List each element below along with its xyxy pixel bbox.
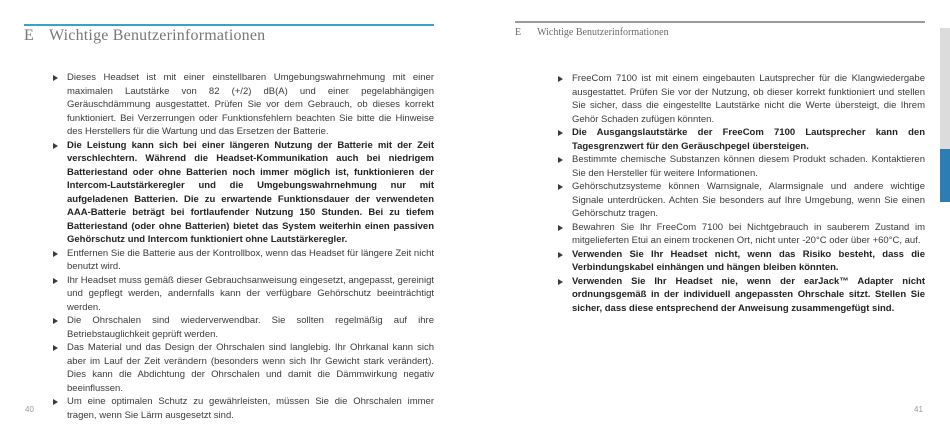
bullet-item (50, 139, 434, 247)
bullet-text: Verwenden Sie Ihr Headset nie, wenn der earJack™ Adapter nicht ordnungsgemäß in der individuell angepassten Ohrschale sitzt. Stellen Sie sicher, dass diese entsprechend der Anweisung zusammengefügt sind. (572, 275, 925, 314)
chapter-tab-active (940, 149, 950, 202)
bullet-item (555, 72, 925, 126)
bullet-text: Die Ausgangslautstärke der FreeCom 7100 Lautsprecher kann den Tagesgrenzwert für den Geräuschpegel übersteigen. (572, 127, 925, 152)
bullet-text: Dieses Headset ist mit einer einstellbaren Umgebungswahrnehmung mit einer maximalen Lautstärke von 82 (+/2) dB(A) und einer pegelabhängigen Geräuschdämmung ausgestattet. Prüfen Sie vor dem Gebrauch, ob dieses korrekt funktioniert. Bei Verzerrungen oder Funktionsfehlern beachten Sie bitte die Hinweise des Herstellers für die Wartung und das Ersetzen der Batterie. (67, 72, 434, 137)
bullet-text: Das Material und das Design der Ohrschalen sind langlebig. Ihr Ohrkanal kann sich aber im Lauf der Zeit verändern (besonders wenn sich Ihr Gewicht stark verändert). Dies kann die Abdichtung der Ohrschalen und damit die Dämmwirkung negativ beeinflussen. (67, 342, 434, 394)
bullet-item (50, 71, 434, 139)
section-letter: E (515, 27, 522, 38)
bullet-arrow-icon (53, 75, 58, 81)
right-page (475, 0, 950, 424)
chapter-tab-inactive (940, 28, 950, 149)
bullet-text: Entfernen Sie die Batterie aus der Kontrollbox, wenn das Headset für längere Zeit nicht benutzt wird. (67, 247, 434, 272)
bullet-arrow-icon (558, 252, 563, 258)
bullet-arrow-icon (558, 157, 563, 163)
bullet-arrow-icon (53, 399, 58, 405)
bullet-item (50, 314, 434, 341)
section-header (24, 27, 265, 45)
bullet-arrow-icon (558, 279, 563, 285)
header-rule (515, 21, 925, 23)
bullet-text: Bestimmte chemische Substanzen können diesem Produkt schaden. Kontaktieren Sie den Hersteller für weitere Informationen. (572, 154, 925, 179)
bullet-text: Bewahren Sie Ihr FreeCom 7100 bei Nichtgebrauch in sauberem Zustand im mitgelieferten Etui an einem trockenen Ort, nicht unter -20°C oder über +60°C, auf. (572, 221, 925, 246)
bullet-text: Gehörschutzsysteme können Warnsignale, Alarmsignale und andere wichtige Signale unterdrücken. Achten Sie besonders auf Ihre Umgebung, wenn Sie einen Gehörschutz tragen. (572, 181, 925, 219)
bullet-arrow-icon (558, 76, 563, 82)
bullet-list-right (555, 72, 925, 315)
section-letter: E (24, 27, 34, 44)
bullet-arrow-icon (558, 130, 563, 136)
bullet-arrow-icon (558, 225, 563, 231)
bullet-item (555, 275, 925, 316)
bullet-text: Verwenden Sie Ihr Headset nicht, wenn das Risiko besteht, dass die Verbindungskabel einhängen und hängen bleiben könnten. (572, 248, 925, 273)
page-number-left: 40 (25, 405, 34, 414)
bullet-text: Die Ohrschalen sind wiederverwendbar. Sie sollten regelmäßig auf ihre Betriebstauglichkeit geprüft werden. (67, 315, 434, 340)
bullet-item (555, 126, 925, 153)
bullet-arrow-icon (558, 184, 563, 190)
bullet-arrow-icon (53, 318, 58, 324)
bullet-item (50, 247, 434, 274)
bullet-arrow-icon (53, 251, 58, 257)
bullet-item (555, 221, 925, 248)
page-number-right: 41 (914, 405, 923, 414)
bullet-text: Ihr Headset muss gemäß dieser Gebrauchsanweisung eingesetzt, angepasst, gereinigt und gepflegt werden, andernfalls kann der verfügbare Gehörschutz beeinträchtigt werden. (67, 274, 434, 313)
bullet-arrow-icon (53, 143, 58, 149)
bullet-arrow-icon (53, 345, 58, 351)
section-title: Wichtige Benutzerinformationen (537, 27, 669, 38)
bullet-text: FreeCom 7100 ist mit einem eingebauten Lautsprecher für die Klangwiedergabe ausgestattet. Prüfen Sie vor der Nutzung, ob dieser korrekt funktioniert und stellen Sie sicher, dass die eingestellte Lautstärke nicht die Werte übersteigt, die Ihrem Gehör Schaden zufügen könnten. (572, 73, 925, 125)
bullet-item (555, 153, 925, 180)
bullet-item (50, 274, 434, 315)
bullet-item (555, 180, 925, 221)
bullet-text: Um eine optimalen Schutz zu gewährleisten, müssen Sie die Ohrschalen immer tragen, wenn Sie Lärm ausgesetzt sind. (67, 396, 434, 421)
bullet-list-left (50, 71, 434, 422)
section-header (515, 27, 669, 38)
bullet-item (50, 341, 434, 395)
bullet-item (50, 395, 434, 422)
bullet-arrow-icon (53, 278, 58, 284)
section-title: Wichtige Benutzerinformationen (48, 27, 266, 44)
header-rule (24, 24, 434, 26)
bullet-text: Die Leistung kann sich bei einer längeren Nutzung der Batterie mit der Zeit verschlechtern. Während die Headset-Kommunikation auch bei niedrigem Batteriestand oder ohne Batterien noch immer möglich ist, funktionieren der Intercom-Lautstärkeregler und die Umgebungswahrnehmung nur mit aufgeladenen Batterien. Die zu erwartende Funktionsdauer der verwendeten AAA-Batterie beträgt bei fortlaufender Nutzung 150 Stunden. Bei zu tiefem Batteriestand (oder ohne Batterien) bietet das System weiterhin einen passiven Gehörschutz und Intercom funktioniert ohne Lautstärkeregler. (67, 139, 434, 245)
bullet-item (555, 248, 925, 275)
